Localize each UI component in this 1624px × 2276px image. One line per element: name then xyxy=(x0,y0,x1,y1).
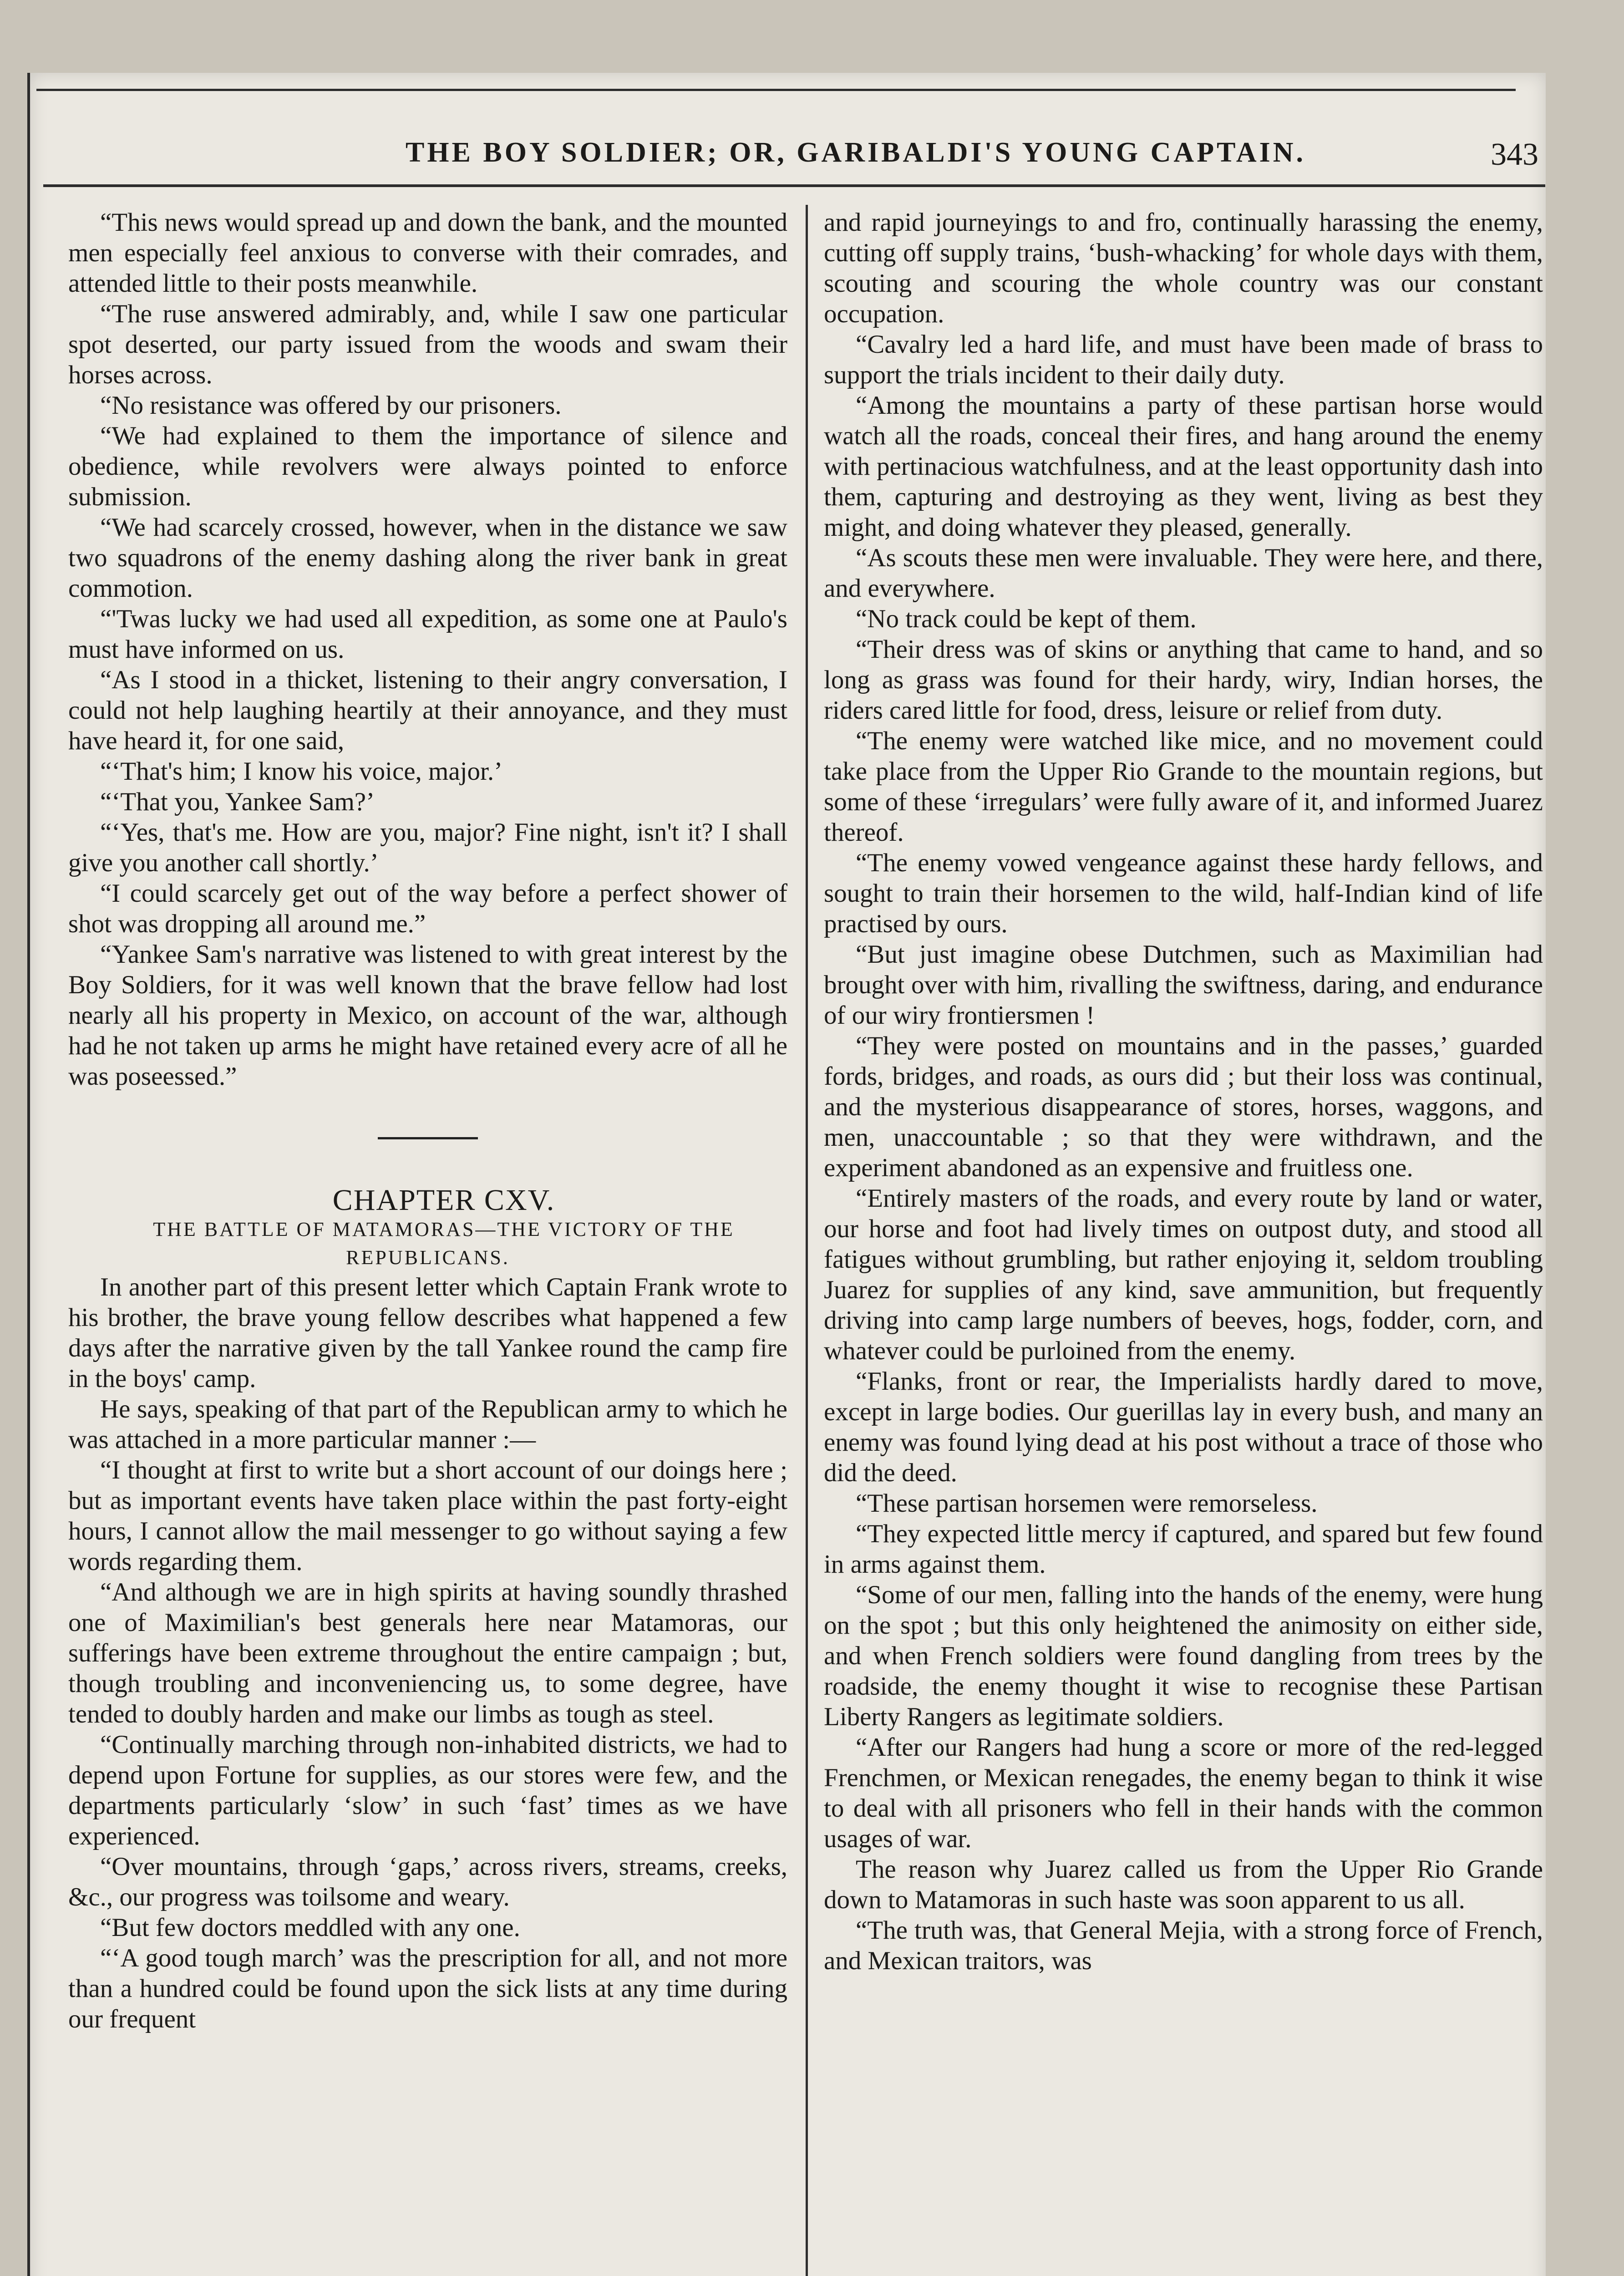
paragraph: “Flanks, front or rear, the Imperialists hardly dared to move, except in large bodies. Our guerillas lay in every bush, and many an enemy was found lying dead at his post without a trace of those who did the deed. xyxy=(824,1367,1543,1487)
paragraph: “And although we are in high spirits at having soundly thrashed one of Maximilian's best generals here near Matamoras, our sufferings have been extreme throughout the entire campaign ; but, though troubling and inconveniencing us, to some degree, have tended to doubly harden and make our limbs as tough as steel. xyxy=(68,1578,787,1728)
paragraph: “Cavalry led a hard life, and must have been made of brass to support the trials incident to their daily duty. xyxy=(824,330,1543,389)
paragraph: “But just imagine obese Dutchmen, such as Maximilian had brought over with him, rivalling the swiftness, daring, and endurance of our wiry frontiersmen ! xyxy=(824,940,1543,1030)
paragraph: “We had scarcely crossed, however, when in the distance we saw two squadrons of the enemy dashing along the river bank in great commotion. xyxy=(68,513,787,603)
paragraph: “The truth was, that General Mejia, with a strong force of French, and Mexican traitors, was xyxy=(824,1916,1543,1975)
page-number: 343 xyxy=(1491,137,1538,172)
paragraph: “We had explained to them the importance of silence and obedience, while revolvers were always pointed to enforce submission. xyxy=(68,422,787,511)
paragraph: “This news would spread up and down the bank, and the mounted men especially feel anxious to converse with their comrades, and attended little to their posts meanwhile. xyxy=(68,208,787,298)
paragraph: “But few doctors meddled with any one. xyxy=(100,1913,520,1942)
paragraph: “‘A good tough march’ was the prescription for all, and not more than a hundred could be found upon the sick lists at any time during our frequent xyxy=(68,1944,787,2033)
paragraph: “I thought at first to write but a short account of our doings here ; but as important events have taken place within the past forty-eight hours, I cannot allow the mail messenger to go without saying a few words regarding them. xyxy=(68,1456,787,1576)
paragraph: In another part of this present letter which Captain Frank wrote to his brother, the brave young fellow describes what happened a few days after the narrative given by the tall Yankee round the camp fire in the boys' camp. xyxy=(68,1273,787,1393)
right-column xyxy=(824,207,1543,2276)
page-header xyxy=(68,137,1538,191)
paragraph: “Entirely masters of the roads, and every route by land or water, our horse and foot had lively times on outpost duty, and stood all fatigues without grumbling, but rather enjoying it, seldom troubling Juarez for supplies of any kind, save ammunition, but frequently driving into camp large numbers of beeves, hogs, fodder, corn, and whatever could be purloined from the enemy. xyxy=(824,1184,1543,1365)
paragraph: “No track could be kept of them. xyxy=(856,605,1197,633)
paragraph: “Among the mountains a party of these partisan horse would watch all the roads, conceal their fires, and hang around the enemy with pertinacious watchfulness, and at the least opportunity dash into them, capturing and destroying as they went, living as best they might, and doing whatever they pleased, generally. xyxy=(824,391,1543,542)
paragraph: “Continually marching through non-inhabited districts, we had to depend upon Fortune for supplies, as our stores were few, and the departments particularly ‘slow’ in such ‘fast’ times as we have experienced. xyxy=(68,1730,787,1850)
paragraph: “They expected little mercy if captured, and spared but few found in arms against them. xyxy=(824,1519,1543,1579)
paragraph: “I could scarcely get out of the way before a perfect shower of shot was dropping all around me.” xyxy=(68,879,787,938)
paragraph: “They were posted on mountains and in the passes,’ guarded fords, bridges, and roads, as ours did ; but their loss was continual, and the mysterious disappearance of stores, horses, waggons, and men, unaccountable ; so that they were withdrawn, and the experiment abandoned as an expensive and fruitless one. xyxy=(824,1031,1543,1182)
paragraph: “As I stood in a thicket, listening to their angry conversation, I could not help laughing heartily at their annoyance, and they must have heard it, for one said, xyxy=(68,666,787,755)
paragraph: The reason why Juarez called us from the Upper Rio Grande down to Matamoras in such haste was soon apparent to us all. xyxy=(824,1855,1543,1914)
paragraph: “'Twas lucky we had used all expedition, as some one at Paulo's must have informed on us. xyxy=(68,605,787,664)
paragraph: “The enemy vowed vengeance against these hardy fellows, and sought to train their horsemen to the wild, half-Indian kind of life practised by ours. xyxy=(824,848,1543,938)
column-divider xyxy=(806,205,808,2276)
paragraph: “These partisan horsemen were remorseless. xyxy=(856,1489,1318,1518)
paragraph: “As scouts these men were invaluable. They were here, and there, and everywhere. xyxy=(824,544,1543,603)
paragraph: “The ruse answered admirably, and, while I saw one particular spot deserted, our party issued from the woods and swam their horses across. xyxy=(68,300,787,389)
paragraph: “‘That's him; I know his voice, major.’ xyxy=(100,757,503,786)
paragraph: “‘Yes, that's me. How are you, major? Fine night, isn't it? I shall give you another call shortly.’ xyxy=(68,818,787,877)
paragraph: “Yankee Sam's narrative was listened to with great interest by the Boy Soldiers, for it was well known that the brave fellow had lost nearly all his property in Mexico, on account of the war, although had he not taken up arms he might have retained every acre of all he was poseessed.” xyxy=(68,940,787,1091)
paragraph: “Some of our men, falling into the hands of the enemy, were hung on the spot ; but this only heightened the animosity on either side, and when French soldiers were found dangling from trees by the roadside, the enemy thought it wise to recognise these Partisan Liberty Rangers as legitimate soldiers. xyxy=(824,1580,1543,1731)
paragraph: “The enemy were watched like mice, and no movement could take place from the Upper Rio Grande to the mountain regions, but some of these ‘irregulars’ were fully aware of it, and informed Juarez thereof. xyxy=(824,726,1543,847)
paragraph: “‘That you, Yankee Sam?’ xyxy=(100,787,375,816)
header-rule xyxy=(43,184,1545,187)
paragraph: “Over mountains, through ‘gaps,’ across rivers, streams, creeks, &c., our progress was toilsome and weary. xyxy=(68,1852,787,1911)
paragraph: “After our Rangers had hung a score or more of the red-legged Frenchmen, or Mexican renegades, the enemy began to think it wise to deal with all prisoners who fell in their hands with the common usages of war. xyxy=(824,1733,1543,1853)
top-rule xyxy=(36,89,1516,91)
paragraph: “No resistance was offered by our prisoners. xyxy=(100,391,562,420)
chapter-title: CHAPTER CXV. xyxy=(332,1184,555,1217)
paragraph: He says, speaking of that part of the Republican army to which he was attached in a more particular manner :— xyxy=(68,1395,787,1454)
left-column xyxy=(68,207,787,2276)
running-title: THE BOY SOLDIER; OR, GARIBALDI'S YOUNG CAPTAIN. xyxy=(405,137,1306,168)
paragraph: “Their dress was of skins or anything that came to hand, and so long as grass was found for their hardy, wiry, Indian horses, the riders cared little for food, dress, leisure or relief from duty. xyxy=(824,635,1543,725)
section-separator xyxy=(378,1137,478,1139)
chapter-subtitle: THE BATTLE OF MATAMORAS—THE VICTORY OF THE REPUBLICANS. xyxy=(153,1218,735,1269)
paragraph: and rapid journeyings to and fro, continually harassing the enemy, cutting off supply trains, ‘bush-whacking’ for whole days with them, scouting and scouring the whole country was our constant occupation. xyxy=(824,208,1543,328)
